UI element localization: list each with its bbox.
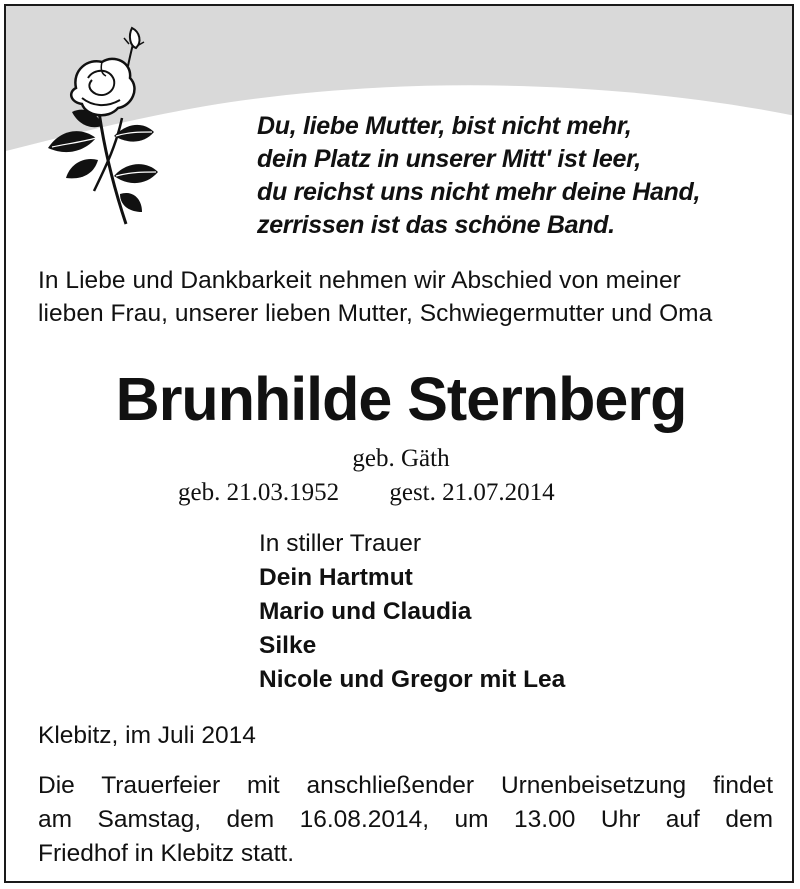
mourner-name: Silke [259, 632, 317, 659]
poem-line: dein Platz in unserer Mitt' ist leer, [257, 145, 641, 173]
funeral-notice [38, 769, 773, 871]
funeral-line: Die Trauerfeier mit anschließender Urnenbeisetzung findet [38, 772, 773, 799]
funeral-line: am Samstag, dem 16.08.2014, um 13.00 Uhr auf dem [38, 806, 773, 833]
mourners-list [259, 527, 565, 697]
obituary-frame [4, 4, 794, 883]
funeral-line: Friedhof in Klebitz statt. [38, 840, 295, 867]
poem-line: zerrissen ist das schöne Band. [257, 211, 615, 239]
birth-name: geb. Gäth [352, 445, 450, 472]
birth-date: geb. 21.03.1952 [178, 479, 340, 506]
rose-icon [36, 26, 176, 226]
death-date: gest. 21.07.2014 [389, 479, 555, 506]
poem-line: du reichst uns nicht mehr deine Hand, [257, 178, 701, 206]
mourner-name: Mario und Claudia [259, 598, 472, 625]
intro-line: lieben Frau, unserer lieben Mutter, Schwiegermutter und Oma [38, 300, 713, 327]
poem-line: Du, liebe Mutter, bist nicht mehr, [257, 112, 632, 140]
deceased-name: Brunhilde Sternberg [115, 365, 687, 433]
memorial-poem [257, 110, 777, 242]
mourners-lead: In stiller Trauer [259, 530, 422, 557]
mourner-name: Dein Hartmut [259, 564, 413, 591]
place-date: Klebitz, im Juli 2014 [38, 722, 256, 749]
intro-line: In Liebe und Dankbarkeit nehmen wir Abschied von meiner [38, 267, 681, 294]
mourner-name: Nicole und Gregor mit Lea [259, 666, 566, 693]
life-dates [178, 477, 555, 509]
intro-text [38, 264, 773, 330]
